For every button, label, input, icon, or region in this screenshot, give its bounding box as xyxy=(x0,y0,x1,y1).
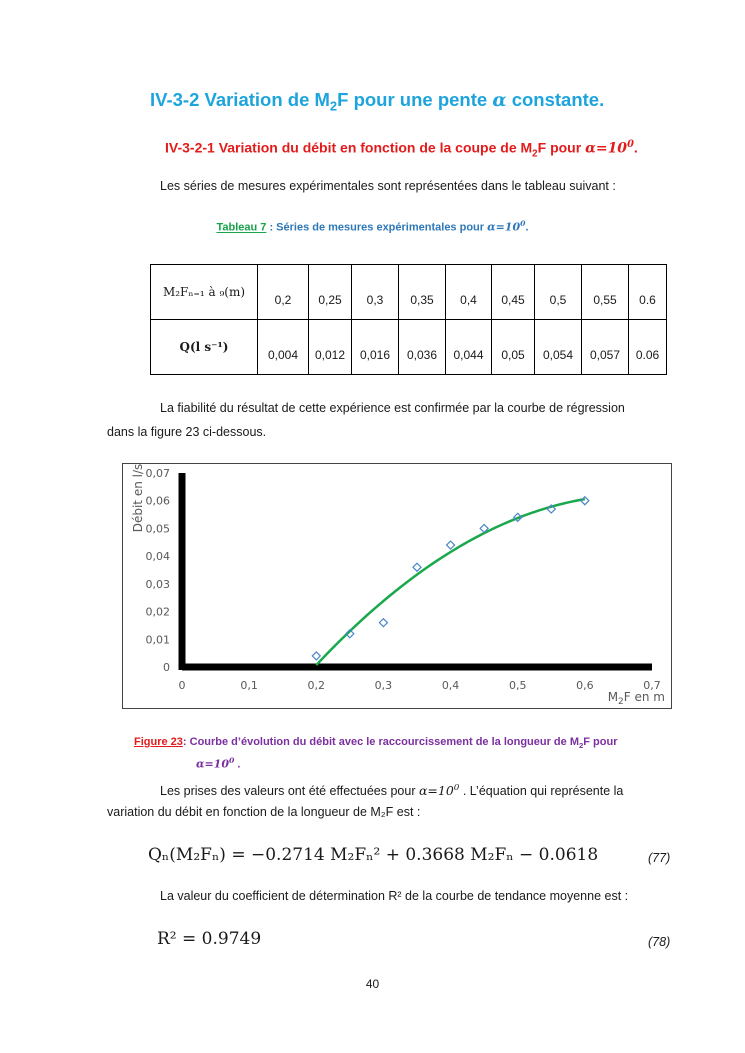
measurements-table xyxy=(150,264,667,375)
x-tick-label: 0 xyxy=(178,679,186,692)
page-number: 40 xyxy=(365,977,380,991)
table-cell: 0,55 xyxy=(582,265,629,320)
reliability-line-1: La fiabilité du résultat de cette expérience est confirmée par la courbe de régression xyxy=(160,401,625,415)
measures-line-2: variation du débit en fonction de la longueur de M₂F est : xyxy=(107,805,421,819)
data-point xyxy=(379,619,387,627)
table-row xyxy=(151,320,667,375)
r2-intro: La valeur du coefficient de détermination R² de la courbe de tendance moyenne est : xyxy=(160,889,629,903)
y-tick-label: 0 xyxy=(163,661,170,674)
x-tick-label: 0,7 xyxy=(643,679,661,692)
reliability-line-2: dans la figure 23 ci-dessous. xyxy=(107,425,267,439)
equation-78: R² = 0.9749 xyxy=(157,929,262,949)
table-cell: 0,25 xyxy=(309,265,352,320)
y-tick-label: 0,02 xyxy=(145,605,170,619)
data-point xyxy=(447,541,455,549)
table-cell: 0,036 xyxy=(399,320,446,375)
section-title: IV-3-2 Variation de $M_2F$ pour une pente α constante. xyxy=(150,89,605,114)
x-tick-label: 0,4 xyxy=(441,679,460,692)
subsection-title: IV-3-2-1 Variation du débit en fonction de la coupe de $M_2F$ pour $\alpha=10^0$. xyxy=(165,139,638,160)
trendline xyxy=(316,499,585,665)
table-cell: 0,044 xyxy=(446,320,492,375)
x-tick-label: 0,2 xyxy=(307,679,326,692)
regression-chart xyxy=(123,464,671,708)
table-cell: 0,004 xyxy=(258,320,309,375)
table-cell: 0,012 xyxy=(309,320,352,375)
table-cell: 0,45 xyxy=(492,265,535,320)
x-tick-label: 0,1 xyxy=(240,679,258,692)
table-cell: 0,05 xyxy=(492,320,535,375)
x-tick-label: 0,5 xyxy=(508,679,527,692)
y-tick-label: 0,05 xyxy=(145,522,170,536)
measures-line-1: Les prises des valeurs ont été effectuées pour $\alpha=10^0$ . L’équation qui représente la xyxy=(160,783,624,799)
intro-paragraph: Les séries de mesures expérimentales sont représentées dans le tableau suivant : xyxy=(160,179,616,193)
figure-caption-line-2: $\alpha=10^0$ . xyxy=(196,756,241,771)
table-cell: 0,35 xyxy=(399,265,446,320)
table-caption: Tableau 7 : Séries de mesures expérimentales pour $\alpha=10^0$. xyxy=(216,219,529,234)
equation-78-number: (78) xyxy=(648,935,671,949)
table-cell: 0,5 xyxy=(535,265,582,320)
x-axis-label: $M_2F$ en m xyxy=(607,690,665,707)
table-cell: 0,057 xyxy=(582,320,629,375)
row-header-length: M₂Fₙ₌₁ à ₉(m) xyxy=(151,265,258,320)
table-cell: 0,2 xyxy=(258,265,309,320)
table-row xyxy=(151,265,667,320)
table-cell: 0.06 xyxy=(629,320,667,375)
table-cell: 0.6 xyxy=(629,265,667,320)
y-tick-label: 0,03 xyxy=(145,577,170,591)
table-cell: 0,016 xyxy=(352,320,399,375)
y-tick-label: 0,01 xyxy=(145,633,170,647)
data-point xyxy=(312,652,320,660)
y-tick-label: 0,06 xyxy=(145,494,170,508)
data-point xyxy=(413,563,421,571)
y-axis-label: Débit en l/s xyxy=(131,464,145,533)
y-tick-label: 0,04 xyxy=(145,550,170,564)
figure-caption: Figure 23: Courbe d’évolution du débit avec le raccourcissement de la longueur de $M_2F$ pour xyxy=(134,736,618,751)
row-header-flow: Q(l s⁻¹) xyxy=(151,320,258,375)
y-tick-label: 0,07 xyxy=(145,467,170,480)
x-tick-label: 0,6 xyxy=(576,679,594,692)
equation-77: Qₙ(M₂Fₙ) = −0.2714 M₂Fₙ² + 0.3668 M₂Fₙ − 0.0618 xyxy=(148,845,599,865)
equation-77-number: (77) xyxy=(648,851,671,865)
table-cell: 0,3 xyxy=(352,265,399,320)
table-cell: 0,4 xyxy=(446,265,492,320)
x-tick-label: 0,3 xyxy=(374,679,393,692)
chart-frame xyxy=(122,463,672,709)
table-cell: 0,054 xyxy=(535,320,582,375)
